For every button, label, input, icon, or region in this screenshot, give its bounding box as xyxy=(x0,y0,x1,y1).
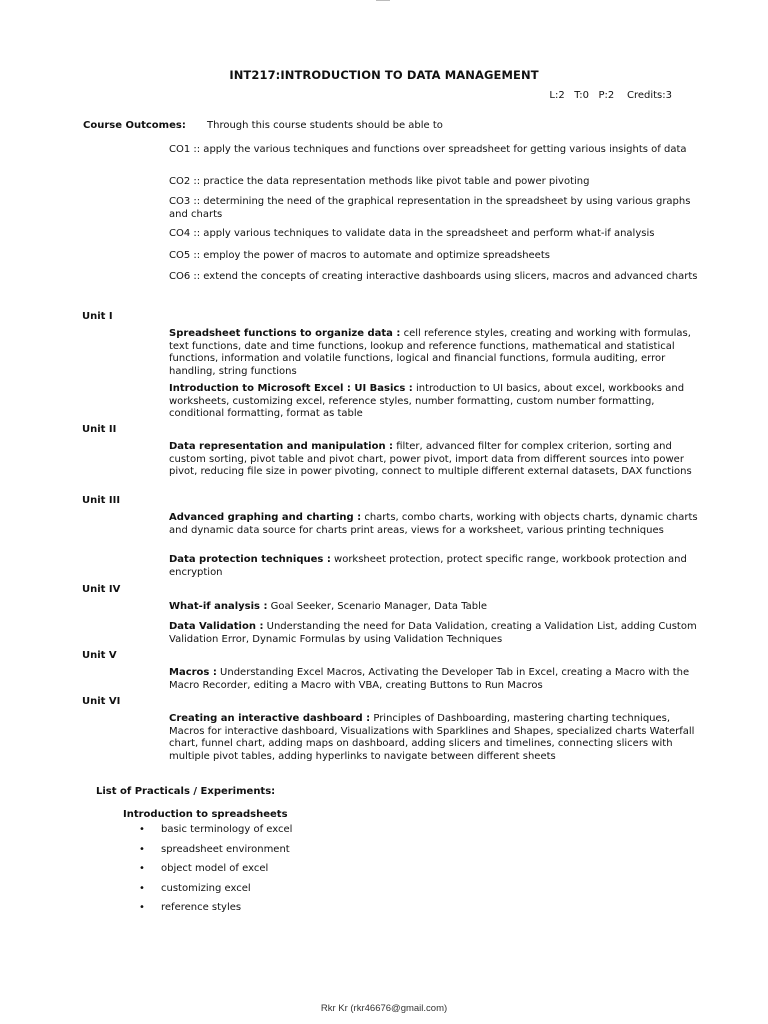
page-top-mark xyxy=(376,0,390,1)
unit-topic xyxy=(169,621,699,646)
list-item-text: reference styles xyxy=(161,902,242,913)
topic-heading: Introduction to Microsoft Excel : UI Basics : xyxy=(169,383,413,394)
course-outcome-item: CO4 :: apply various techniques to validate data in the spreadsheet and perform what-if analysis xyxy=(169,228,655,239)
course-outcome-item: CO2 :: practice the data representation methods like pivot table and power pivoting xyxy=(169,176,590,187)
topic-text: Goal Seeker, Scenario Manager, Data Table xyxy=(267,601,488,612)
page-footer: Rkr Kr (rkr46676@gmail.com) xyxy=(320,1003,448,1014)
topic-text: cell reference styles, creating and working with formulas, text functions, date and time functions, lookup and reference functions, mathematical and statistical functions, information and volatile functions, logical and financial functions, formula auditing, error handling, string functions xyxy=(169,328,691,377)
course-outcome-item: CO5 :: employ the power of macros to automate and optimize spreadsheets xyxy=(169,250,550,261)
unit-label: Unit IV xyxy=(82,584,121,595)
topic-text: Understanding Excel Macros, Activating the Developer Tab in Excel, creating a Macro with the Macro Recorder, editing a Macro with VBA, creating Buttons to Run Macros xyxy=(169,667,690,691)
practicals-title: List of Practicals / Experiments: xyxy=(96,786,276,797)
unit-label: Unit V xyxy=(82,650,117,661)
topic-text: filter, advanced filter for complex criterion, sorting and custom sorting, pivot table and pivot chart, power pivot, import data from different sources into power pivot, reducing file size in power pivoting, connect to multiple different external datasets, DAX functions xyxy=(169,441,692,477)
bullet-icon: • xyxy=(139,902,145,913)
topic-text: introduction to UI basics, about excel, workbooks and worksheets, customizing excel, reference styles, number formatting, custom number formatting, conditional formatting, format as table xyxy=(169,383,685,419)
practicals-section-title: Introduction to spreadsheets xyxy=(123,809,288,820)
unit-topic xyxy=(169,554,699,579)
course-outcome-item: CO6 :: extend the concepts of creating interactive dashboards using slicers, macros and advanced charts xyxy=(169,271,698,282)
bullet-icon: • xyxy=(139,824,145,835)
course-title: INT217:INTRODUCTION TO DATA MANAGEMENT xyxy=(229,68,539,82)
list-item-text: spreadsheet environment xyxy=(161,844,290,855)
course-outcome-item: CO3 :: determining the need of the graphical representation in the spreadsheet by using various graphs and charts xyxy=(169,196,691,220)
topic-text: Understanding the need for Data Validation, creating a Validation List, adding Custom Validation Error, Dynamic Formulas by using Validation Techniques xyxy=(169,621,697,645)
unit-topic xyxy=(169,441,699,479)
topic-text: Principles of Dashboarding, mastering charting techniques, Macros for interactive dashboard, Visualizations with Sparklines and Shapes, specialized charts Waterfall chart, funnel chart, adding maps on dashboard, adding slicers and timelines, connecting slicers with multiple pivot tables, adding hyperlinks to navigate between different sheets xyxy=(169,713,695,762)
course-outcomes-label: Course Outcomes: xyxy=(83,120,186,131)
credits-line: L:2 T:0 P:2 Credits:3 xyxy=(549,90,672,101)
bullet-icon: • xyxy=(139,844,145,855)
unit-topic xyxy=(169,512,699,537)
unit-topic xyxy=(169,328,699,378)
topic-text: charts, combo charts, working with objects charts, dynamic charts and dynamic data source for charts print areas, views for a worksheet, various printing techniques xyxy=(169,512,698,536)
unit-label: Unit VI xyxy=(82,696,121,707)
unit-topic xyxy=(169,601,699,614)
topic-heading: Macros : xyxy=(169,667,217,678)
unit-topic xyxy=(169,383,699,421)
bullet-icon: • xyxy=(139,883,145,894)
topic-text: worksheet protection, protect specific range, workbook protection and encryption xyxy=(169,554,687,578)
unit-label: Unit II xyxy=(82,424,117,435)
topic-heading: Creating an interactive dashboard : xyxy=(169,713,371,724)
topic-heading: Advanced graphing and charting : xyxy=(169,512,362,523)
list-item-text: object model of excel xyxy=(161,863,269,874)
unit-label: Unit I xyxy=(82,311,113,322)
topic-heading: Data representation and manipulation : xyxy=(169,441,394,452)
list-item-text: customizing excel xyxy=(161,883,251,894)
topic-heading: Spreadsheet functions to organize data : xyxy=(169,328,401,339)
topic-heading: What-if analysis : xyxy=(169,601,268,612)
course-outcomes-intro: Through this course students should be able to xyxy=(207,120,443,131)
unit-label: Unit III xyxy=(82,495,121,506)
unit-topic xyxy=(169,667,699,692)
course-outcome-item: CO1 :: apply the various techniques and functions over spreadsheet for getting various insights of data xyxy=(169,144,687,155)
topic-heading: Data protection techniques : xyxy=(169,554,331,565)
topic-heading: Data Validation : xyxy=(169,621,264,632)
bullet-icon: • xyxy=(139,863,145,874)
unit-topic xyxy=(169,713,699,763)
list-item-text: basic terminology of excel xyxy=(161,824,293,835)
